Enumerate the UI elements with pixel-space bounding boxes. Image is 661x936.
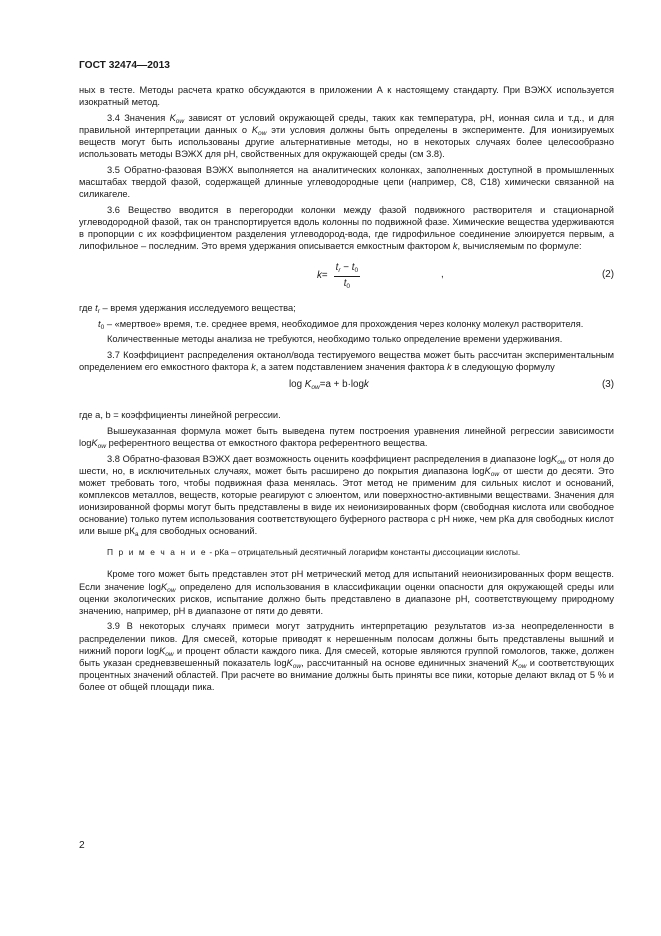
page-number: 2 [79,840,85,851]
formula-3 [79,379,614,393]
formula-2-fraction: $\frac{t_r - t_0}{t_0}$ [335,262,359,290]
standard-header: ГОСТ 32474—2013 [79,60,170,71]
where-t-0: $t_0$ – «мертвое» время, т.е. среднее время, необходимое для прохождения через колонку молекул растворителя. [98,318,584,331]
paragraph-3-6: 3.6 Вещество вводится в перегородки колонки между фазой подвижного растворителя и стационарной углеводородной фазой, так он транспортируется вдоль колонны по подвижной фазе. Химические вещества удерживаются в пропорции с их коэффициентом разделения углеводород-вода, где гидрофильное соединение элюируется первым, а липофильное – последним. Это время удержания описывается емкостным фактором k, вычисляемым по формуле: [79,204,614,251]
formula-3-expression: $\log K_{ow}=a + b\cdot\log k$ [289,379,369,392]
paragraph-3-7: 3.7 Коэффициент распределения октанол/вода тестируемого вещества может быть рассчитан экспериментальным определением его емкостного фактора k, а затем подставлением значения фактора k в следующую формулу [79,350,614,373]
equation-number-2: (2) [602,269,614,280]
paragraph-3-4: 3.4 Значения $K_{ow}$ зависят от условий окружающей среды, таких как температура, рН, ионная сила и т.д., и для правильной интерпретации данных о $K_{ow}$ эти условия должны быть определены в эксперименте. Для ионизируемых веществ могут быть использованы другие альтернативные методы, но в некоторых случаях более целесообразно использовать методы ВЭЖХ для рН, свойственных для окружающей среды (см 3.8). [79,112,614,160]
paragraph-3-5: 3.5 Обратно-фазовая ВЭЖХ выполняется на аналитических колонках, заполненных доступной в промышленных масштабах твердой фазой, содержащей длинные углеводородные цепи (например, С8, С18) химически связанной на силикагеле. [79,164,614,199]
where-coefficients: где a, b = коэффициенты линейной регрессии. [79,410,281,421]
where-t-r: где $t_r$ – время удержания исследуемого вещества; [79,303,296,315]
note: П р и м е ч а н и е - рКа – отрицательный десятичный логарифм константы диссоциации кислоты. [107,547,521,558]
paragraph-ph-method: Кроме того может быть представлен этот рН метрический метод для испытаний неионизированных форм веществ. Если значение logK$_{ow}$ определено для использования в классификации оценки опасности для окружающей среды или оценки экологических рисков, испытание должно быть представлено в диапазоне рН, соответствующему природному значению, например, рН в диапазоне от пяти до девяти. [79,569,614,616]
paragraph-3-9: 3.9 В некоторых случаях примеси могут затруднить интерпретацию результатов из-за неопределенности в распределении пиков. Для смесей, которые приводят к нерешенным полосам должны быть представлены вышний и нижний пороги logK$_{ow}$ и процент области каждого пика. Для смесей, которые являются группой гомологов, также, должен быть указан средневзвешенный показатель logK$_{ow}$, рассчитанный на основе единичных значений $K_{ow}$ и соответствующих процентных значений областей. При расчете во внимание должны быть приняты все пики, которые делают вклад от 5 % и более от общей площади пика. [79,621,615,692]
paragraph-continuation: ных в тесте. Методы расчета кратко обсуждаются в приложении А к настоящему стандарту. При ВЭЖХ используется изократный метод. [79,85,614,108]
formula-2: k = $\frac{t_r - t_0}{t_0}$ , (2) [79,260,614,292]
note-label: П р и м е ч а н и е [107,547,208,558]
paragraph-3-8: 3.8 Обратно-фазовая ВЭЖХ дает возможность оценить коэффициент распределения в диапазоне logK$_{ow}$ от ноля до шести, но, в исключительных случаях, может быть расширено до покрытия диапазона logK$_{ow}$ от шести до десяти. Это может требовать того, чтобы подвижная фаза менялась. Этот метод не применим для сильных кислот и оснований, комплексов металлов, веществ, которые реагируют с элюентом, или поверхностно-активными веществами. Значения для ионизированной формы могут быть представлены в виде их неионизированных форм (свободная кислота или свободное основание) только путем использования соответствующего буферного раствора с рН ниже, чем рКа для свободных кислот или выше $рК_a$ для свободных оснований. [79,453,615,539]
paragraph-derivation: Вышеуказанная формула может быть выведена путем построения уравнения линейной регрессии зависимости logK$_{ow}$ референтного вещества от емкостного фактора референтного вещества. [79,425,614,451]
document-body [79,84,614,697]
equation-number-3: (3) [602,379,614,391]
formula-2-expression: k = $\frac{t_r - t_0}{t_0}$ [317,262,359,290]
paragraph-quant-methods: Количественные методы анализа не требуются, необходимо только определение времени удерживания. [107,334,563,345]
